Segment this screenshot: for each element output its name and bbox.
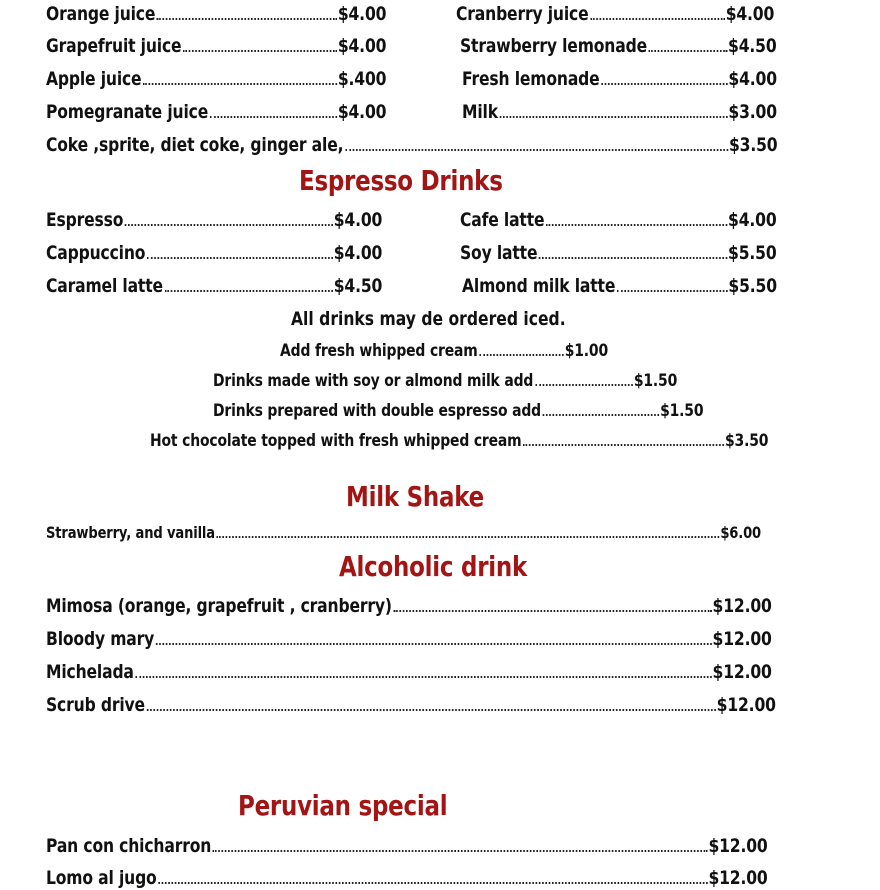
leader-dots xyxy=(147,257,333,259)
item-name: Cranberry juice xyxy=(456,3,589,25)
menu-item xyxy=(456,2,774,26)
item-name: Fresh lemonade xyxy=(462,68,600,90)
leader-dots xyxy=(523,444,724,446)
item-price: $5.50 xyxy=(728,275,777,297)
extra-item xyxy=(150,429,768,453)
item-price: $4.00 xyxy=(725,3,775,25)
item-name: Strawberry lemonade xyxy=(460,35,647,57)
menu-item xyxy=(46,133,777,157)
item-name: Soy latte xyxy=(460,242,538,264)
item-price: $12.00 xyxy=(712,628,772,650)
extra-item xyxy=(213,399,703,423)
leader-dots xyxy=(156,643,712,645)
item-name: Mimosa (orange, grapefruit , cranberry) xyxy=(46,595,392,617)
item-name: Grapefruit juice xyxy=(46,35,182,57)
leader-dots xyxy=(345,149,728,151)
menu-item xyxy=(46,274,382,298)
item-name: Orange juice xyxy=(46,3,156,25)
menu-item xyxy=(46,208,382,232)
leader-dots xyxy=(210,116,337,118)
menu-item xyxy=(46,241,382,265)
item-price: $12.00 xyxy=(716,694,776,716)
item-name: Hot chocolate topped with fresh whipped cream xyxy=(150,431,522,451)
leader-dots xyxy=(546,224,727,226)
section-heading-espresso: Espresso Drinks xyxy=(299,164,503,197)
leader-dots xyxy=(539,257,727,259)
section-heading-alcohol: Alcoholic drink xyxy=(339,550,528,583)
leader-dots xyxy=(617,290,728,292)
item-price: $1.50 xyxy=(660,401,704,421)
item-price: $.400 xyxy=(337,68,387,90)
item-name: Cappuccino xyxy=(46,242,146,264)
item-price: $4.50 xyxy=(333,275,383,297)
leader-dots xyxy=(213,850,708,852)
item-name: Drinks made with soy or almond milk add xyxy=(213,371,534,391)
menu-item xyxy=(46,866,768,890)
item-name: Pomegranate juice xyxy=(46,101,209,123)
leader-dots xyxy=(479,354,564,356)
menu-item xyxy=(46,67,386,91)
leader-dots xyxy=(165,290,333,292)
leader-dots xyxy=(135,676,711,678)
item-name: Bloody mary xyxy=(46,628,155,650)
menu-item xyxy=(46,2,386,26)
extra-item xyxy=(280,339,608,363)
item-price: $4.00 xyxy=(337,3,387,25)
menu-item xyxy=(46,693,776,717)
section-heading-milkshake: Milk Shake xyxy=(346,480,485,513)
item-name: Pan con chicharron xyxy=(46,835,212,857)
leader-dots xyxy=(147,709,716,711)
item-name: Coke ,sprite, diet coke, ginger ale, xyxy=(46,134,344,156)
item-name: Add fresh whipped cream xyxy=(280,341,478,361)
menu-item xyxy=(46,100,386,124)
section-heading-peruvian: Peruvian special xyxy=(238,789,448,822)
item-price: $4.00 xyxy=(337,35,387,57)
item-price: $4.00 xyxy=(333,242,383,264)
menu-item xyxy=(46,627,772,651)
menu-item xyxy=(46,834,768,858)
item-price: $12.00 xyxy=(712,661,772,683)
menu-item xyxy=(46,521,761,545)
leader-dots xyxy=(183,50,337,52)
item-name: Almond milk latte xyxy=(462,275,616,297)
item-price: $4.00 xyxy=(333,209,383,231)
leader-dots xyxy=(649,50,728,52)
leader-dots xyxy=(158,882,707,884)
item-price: $3.50 xyxy=(724,431,769,451)
menu-item xyxy=(46,594,772,618)
item-price: $3.00 xyxy=(728,101,777,123)
leader-dots xyxy=(590,18,725,20)
menu-item xyxy=(46,34,386,58)
item-name: Apple juice xyxy=(46,68,142,90)
leader-dots xyxy=(543,414,660,416)
item-price: $6.00 xyxy=(720,523,762,542)
menu-item xyxy=(46,660,772,684)
item-price: $3.50 xyxy=(728,134,778,156)
menu-item xyxy=(462,67,777,91)
item-name: Espresso xyxy=(46,209,124,231)
leader-dots xyxy=(125,224,333,226)
item-price: $4.00 xyxy=(728,68,777,90)
leader-dots xyxy=(143,83,337,85)
leader-dots xyxy=(157,18,337,20)
item-name: Scrub drive xyxy=(46,694,145,716)
item-name: Drinks prepared with double espresso add xyxy=(213,401,541,421)
item-name: Michelada xyxy=(46,661,134,683)
item-price: $12.00 xyxy=(708,835,768,857)
item-name: Strawberry, and vanilla xyxy=(46,523,215,542)
menu-item xyxy=(460,241,777,265)
menu-item xyxy=(462,274,777,298)
item-name: Lomo al jugo xyxy=(46,867,157,889)
iced-note: All drinks may de ordered iced. xyxy=(291,308,566,330)
item-price: $5.50 xyxy=(728,242,777,264)
menu-item xyxy=(462,100,777,124)
item-price: $4.00 xyxy=(337,101,387,123)
item-price: $4.00 xyxy=(728,209,777,231)
leader-dots xyxy=(217,536,720,538)
leader-dots xyxy=(393,610,711,612)
item-price: $12.00 xyxy=(712,595,772,617)
leader-dots xyxy=(500,116,728,118)
item-price: $4.50 xyxy=(728,35,777,57)
item-price: $12.00 xyxy=(708,867,768,889)
item-price: $1.00 xyxy=(564,341,608,361)
leader-dots xyxy=(535,384,633,386)
leader-dots xyxy=(601,83,727,85)
menu-item xyxy=(460,208,777,232)
item-name: Milk xyxy=(462,101,498,123)
menu-item xyxy=(460,34,777,58)
item-price: $1.50 xyxy=(633,371,678,391)
extra-item xyxy=(213,369,677,393)
item-name: Cafe latte xyxy=(460,209,545,231)
item-name: Caramel latte xyxy=(46,275,163,297)
